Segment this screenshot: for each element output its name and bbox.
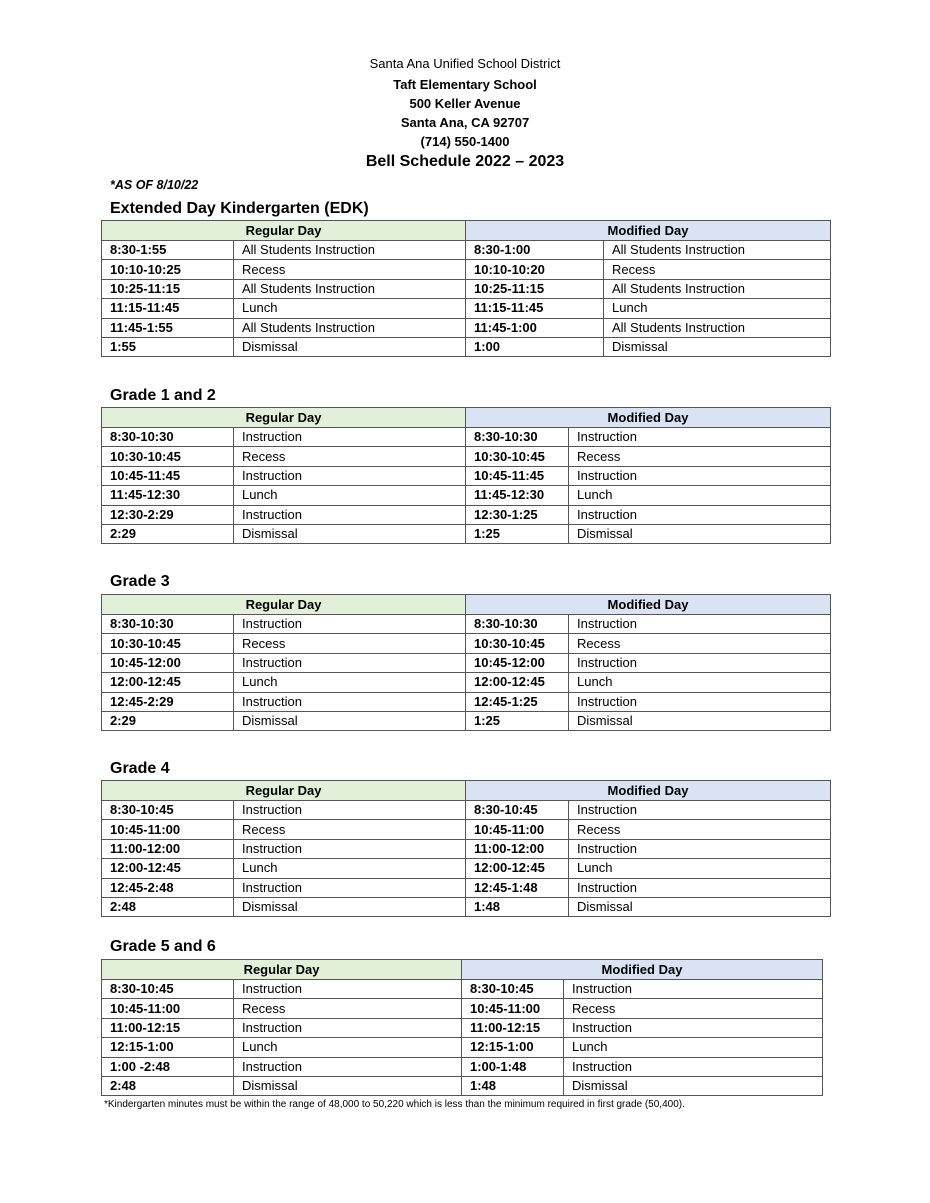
table-row — [102, 634, 831, 653]
regular-activity: Recess — [234, 260, 466, 279]
modified-time: 12:30-1:25 — [466, 505, 569, 524]
regular-time: 12:45-2:48 — [102, 878, 234, 897]
regular-time: 8:30-10:30 — [102, 428, 234, 447]
section-title: Extended Day Kindergarten (EDK) — [110, 200, 369, 217]
table-row — [102, 673, 831, 692]
regular-time: 2:48 — [102, 897, 234, 916]
table-row — [102, 878, 831, 897]
modified-time: 1:00-1:48 — [462, 1057, 564, 1076]
table-row — [102, 466, 831, 485]
table-row — [102, 505, 831, 524]
modified-time: 12:15-1:00 — [462, 1038, 564, 1057]
modified-activity: All Students Instruction — [604, 241, 831, 260]
modified-activity: Instruction — [569, 801, 831, 820]
regular-time: 1:55 — [102, 337, 234, 356]
modified-time: 1:48 — [466, 897, 569, 916]
regular-time: 12:15-1:00 — [102, 1038, 234, 1057]
modified-time: 1:00 — [466, 337, 604, 356]
table-row — [102, 1018, 823, 1037]
regular-time: 12:00-12:45 — [102, 673, 234, 692]
schedule-table — [101, 407, 831, 544]
regular-day-header: Regular Day — [102, 595, 466, 615]
modified-activity: Dismissal — [569, 524, 831, 543]
modified-time: 1:48 — [462, 1076, 564, 1095]
table-row — [102, 299, 831, 318]
table-row — [102, 428, 831, 447]
modified-day-header: Modified Day — [466, 781, 831, 801]
modified-activity: Dismissal — [564, 1076, 823, 1095]
regular-activity: Instruction — [234, 466, 466, 485]
modified-activity: Recess — [564, 999, 823, 1018]
table-row — [102, 486, 831, 505]
modified-activity: Recess — [569, 634, 831, 653]
modified-time: 10:45-11:45 — [466, 466, 569, 485]
regular-activity: Lunch — [234, 673, 466, 692]
as-of-date: *AS OF 8/10/22 — [110, 178, 199, 192]
footnote: *Kindergarten minutes must be within the range of 48,000 to 50,220 which is less than the minimum required in first grade (50,400). — [104, 1099, 685, 1110]
modified-activity: Recess — [569, 820, 831, 839]
table-row — [102, 897, 831, 916]
modified-time: 8:30-10:30 — [466, 615, 569, 634]
regular-activity: All Students Instruction — [234, 318, 466, 337]
regular-time: 8:30-10:30 — [102, 615, 234, 634]
regular-activity: Recess — [234, 447, 466, 466]
modified-time: 10:10-10:20 — [466, 260, 604, 279]
district-name: Santa Ana Unified School District — [369, 56, 561, 71]
regular-time: 2:29 — [102, 711, 234, 730]
table-row — [102, 260, 831, 279]
table-row — [102, 1057, 823, 1076]
regular-time: 11:00-12:15 — [102, 1018, 234, 1037]
modified-time: 11:00-12:00 — [466, 839, 569, 858]
modified-time: 11:15-11:45 — [466, 299, 604, 318]
modified-activity: Instruction — [564, 1018, 823, 1037]
page-title: Bell Schedule 2022 – 2023 — [365, 153, 565, 170]
modified-time: 11:45-1:00 — [466, 318, 604, 337]
regular-time: 10:45-12:00 — [102, 653, 234, 672]
regular-time: 10:45-11:45 — [102, 466, 234, 485]
regular-time: 12:00-12:45 — [102, 859, 234, 878]
regular-time: 2:48 — [102, 1076, 234, 1095]
regular-time: 11:45-12:30 — [102, 486, 234, 505]
regular-activity: Recess — [234, 820, 466, 839]
regular-time: 11:15-11:45 — [102, 299, 234, 318]
table-row — [102, 615, 831, 634]
table-row — [102, 279, 831, 298]
regular-activity: Instruction — [234, 653, 466, 672]
table-row — [102, 980, 823, 999]
modified-time: 1:25 — [466, 711, 569, 730]
regular-day-header: Regular Day — [102, 408, 466, 428]
table-row — [102, 711, 831, 730]
regular-time: 10:30-10:45 — [102, 634, 234, 653]
modified-activity: Lunch — [569, 486, 831, 505]
regular-time: 1:00 -2:48 — [102, 1057, 234, 1076]
modified-activity: Instruction — [569, 428, 831, 447]
modified-time: 11:45-12:30 — [466, 486, 569, 505]
regular-activity: Lunch — [234, 859, 466, 878]
table-row — [102, 801, 831, 820]
table-row — [102, 447, 831, 466]
regular-activity: Instruction — [234, 878, 466, 897]
school-name: Taft Elementary School — [393, 77, 537, 92]
regular-activity: Dismissal — [234, 711, 466, 730]
modified-activity: Lunch — [569, 859, 831, 878]
regular-activity: Lunch — [234, 299, 466, 318]
regular-activity: Instruction — [234, 839, 466, 858]
modified-time: 10:45-12:00 — [466, 653, 569, 672]
modified-day-header: Modified Day — [462, 960, 823, 980]
modified-time: 12:45-1:25 — [466, 692, 569, 711]
modified-activity: Lunch — [564, 1038, 823, 1057]
section-title: Grade 5 and 6 — [110, 938, 216, 955]
table-row — [102, 839, 831, 858]
table-row — [102, 318, 831, 337]
modified-time: 10:30-10:45 — [466, 447, 569, 466]
section-title: Grade 4 — [110, 760, 170, 777]
regular-day-header: Regular Day — [102, 781, 466, 801]
modified-activity: Instruction — [569, 505, 831, 524]
modified-activity: Instruction — [564, 1057, 823, 1076]
regular-day-header: Regular Day — [102, 221, 466, 241]
regular-activity: Dismissal — [234, 524, 466, 543]
modified-activity: All Students Instruction — [604, 318, 831, 337]
modified-activity: Instruction — [569, 839, 831, 858]
modified-activity: Recess — [604, 260, 831, 279]
regular-time: 12:30-2:29 — [102, 505, 234, 524]
regular-activity: Instruction — [234, 428, 466, 447]
regular-time: 12:45-2:29 — [102, 692, 234, 711]
table-row — [102, 241, 831, 260]
modified-time: 10:45-11:00 — [462, 999, 564, 1018]
regular-time: 10:45-11:00 — [102, 820, 234, 839]
regular-activity: Instruction — [234, 801, 466, 820]
regular-time: 8:30-10:45 — [102, 801, 234, 820]
modified-activity: Instruction — [569, 615, 831, 634]
regular-activity: Instruction — [234, 692, 466, 711]
regular-activity: Lunch — [234, 486, 466, 505]
modified-time: 10:25-11:15 — [466, 279, 604, 298]
modified-time: 8:30-10:45 — [466, 801, 569, 820]
modified-time: 12:00-12:45 — [466, 859, 569, 878]
regular-time: 10:10-10:25 — [102, 260, 234, 279]
modified-activity: Instruction — [569, 466, 831, 485]
regular-activity: Dismissal — [234, 897, 466, 916]
modified-day-header: Modified Day — [466, 595, 831, 615]
schedule-table — [101, 780, 831, 917]
modified-time: 11:00-12:15 — [462, 1018, 564, 1037]
regular-activity: All Students Instruction — [234, 241, 466, 260]
regular-activity: Lunch — [234, 1038, 462, 1057]
modified-time: 10:30-10:45 — [466, 634, 569, 653]
table-row — [102, 337, 831, 356]
modified-day-header: Modified Day — [466, 221, 831, 241]
regular-activity: Dismissal — [234, 1076, 462, 1095]
modified-activity: Dismissal — [569, 897, 831, 916]
modified-activity: Dismissal — [604, 337, 831, 356]
modified-activity: Lunch — [604, 299, 831, 318]
modified-time: 8:30-1:00 — [466, 241, 604, 260]
modified-activity: Instruction — [564, 980, 823, 999]
table-row — [102, 692, 831, 711]
modified-time: 1:25 — [466, 524, 569, 543]
modified-time: 8:30-10:30 — [466, 428, 569, 447]
regular-time: 8:30-10:45 — [102, 980, 234, 999]
modified-activity: Recess — [569, 447, 831, 466]
regular-activity: Instruction — [234, 615, 466, 634]
table-row — [102, 524, 831, 543]
section-title: Grade 3 — [110, 573, 170, 590]
table-row — [102, 859, 831, 878]
regular-time: 2:29 — [102, 524, 234, 543]
school-phone: (714) 550-1400 — [420, 134, 510, 149]
table-row — [102, 1076, 823, 1095]
table-row — [102, 999, 823, 1018]
regular-activity: Recess — [234, 634, 466, 653]
section-title: Grade 1 and 2 — [110, 387, 216, 404]
table-row — [102, 653, 831, 672]
regular-activity: Dismissal — [234, 337, 466, 356]
regular-activity: All Students Instruction — [234, 279, 466, 298]
modified-activity: Instruction — [569, 653, 831, 672]
regular-time: 11:45-1:55 — [102, 318, 234, 337]
table-row — [102, 1038, 823, 1057]
regular-time: 8:30-1:55 — [102, 241, 234, 260]
regular-activity: Instruction — [234, 1018, 462, 1037]
modified-activity: All Students Instruction — [604, 279, 831, 298]
table-row — [102, 820, 831, 839]
regular-time: 10:30-10:45 — [102, 447, 234, 466]
modified-time: 12:45-1:48 — [466, 878, 569, 897]
modified-activity: Lunch — [569, 673, 831, 692]
schedule-table — [101, 959, 823, 1096]
regular-time: 10:45-11:00 — [102, 999, 234, 1018]
modified-activity: Instruction — [569, 692, 831, 711]
regular-time: 11:00-12:00 — [102, 839, 234, 858]
school-street: 500 Keller Avenue — [409, 96, 521, 111]
modified-time: 8:30-10:45 — [462, 980, 564, 999]
regular-time: 10:25-11:15 — [102, 279, 234, 298]
regular-day-header: Regular Day — [102, 960, 462, 980]
regular-activity: Instruction — [234, 980, 462, 999]
schedule-table — [101, 594, 831, 731]
modified-activity: Dismissal — [569, 711, 831, 730]
modified-time: 12:00-12:45 — [466, 673, 569, 692]
modified-activity: Instruction — [569, 878, 831, 897]
school-city: Santa Ana, CA 92707 — [400, 115, 530, 130]
modified-day-header: Modified Day — [466, 408, 831, 428]
schedule-table — [101, 220, 831, 357]
regular-activity: Instruction — [234, 1057, 462, 1076]
regular-activity: Instruction — [234, 505, 466, 524]
modified-time: 10:45-11:00 — [466, 820, 569, 839]
regular-activity: Recess — [234, 999, 462, 1018]
